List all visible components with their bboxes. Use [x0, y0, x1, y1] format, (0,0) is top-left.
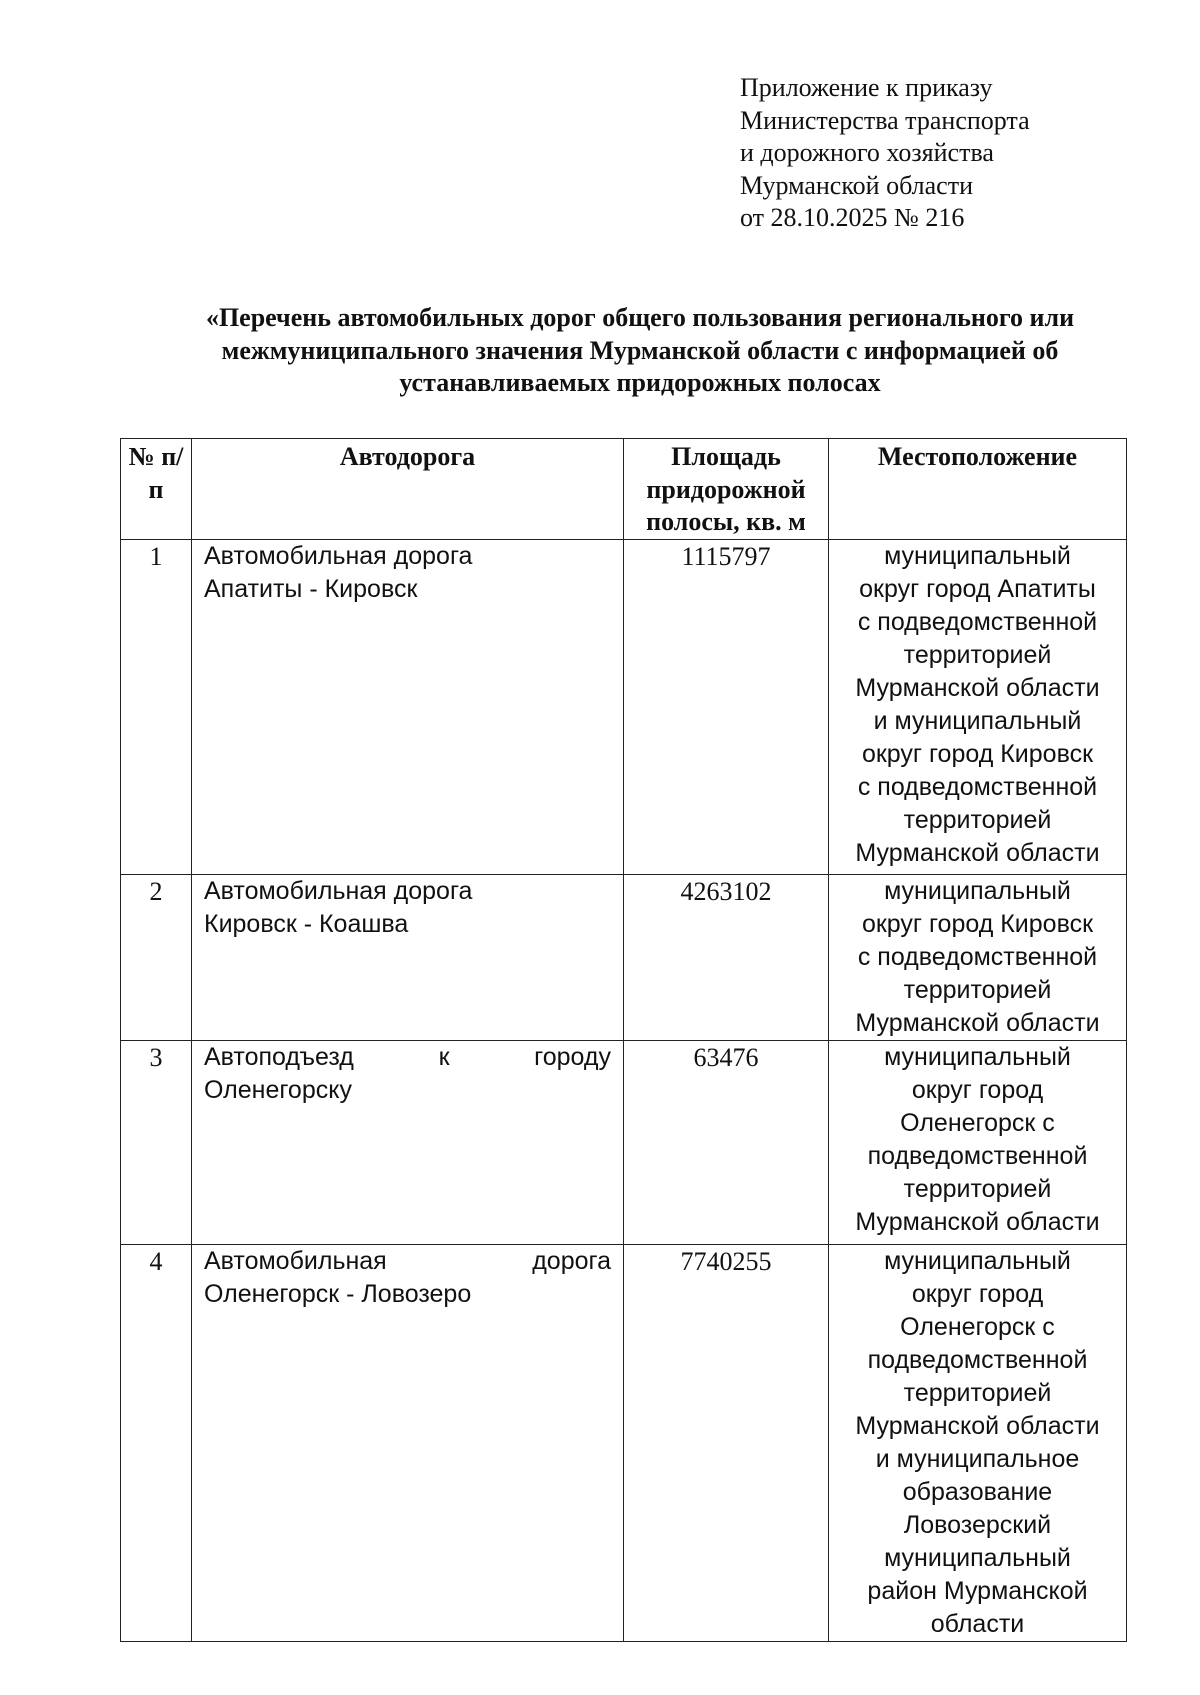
row-area: 63476 — [624, 1040, 829, 1244]
location-line: территорией — [903, 975, 1052, 1004]
location-line: и муниципальное — [875, 1444, 1080, 1473]
appendix-line: Приложение к приказу — [740, 73, 993, 102]
table-row — [121, 539, 1127, 874]
row-area: 7740255 — [624, 1244, 829, 1641]
document-title — [140, 302, 1140, 400]
location-line: муниципальный — [884, 1246, 1071, 1275]
row-location — [829, 1244, 1127, 1641]
row-location — [829, 874, 1127, 1040]
road-line: Апатиты - Кировск — [204, 574, 418, 603]
location-line: Мурманской области — [855, 838, 1100, 867]
location-line: подведомственной — [867, 1345, 1088, 1374]
road-line: Автомобильная дорога — [204, 541, 473, 570]
location-line: с подведомственной — [857, 942, 1098, 971]
location-line: и муниципальный — [873, 706, 1082, 735]
roads-table — [120, 438, 1127, 1642]
appendix-order-date: от 28.10.2025 № 216 — [740, 203, 965, 232]
road-line: Автомобильная дорога — [204, 1246, 611, 1275]
location-line: подведомственной — [867, 1141, 1088, 1170]
location-line: образование — [902, 1477, 1053, 1506]
appendix-line: и дорожного хозяйства — [740, 138, 994, 167]
location-line: Мурманской области — [855, 1008, 1100, 1037]
title-line: «Перечень автомобильных дорог общего пользования регионального или — [205, 303, 1075, 332]
location-line: округ город — [911, 1279, 1044, 1308]
table-row — [121, 1244, 1127, 1641]
header-area: Площадь придорожной полосы, кв. м — [624, 439, 829, 540]
location-line: с подведомственной — [857, 772, 1098, 801]
header-road: Автодорога — [192, 439, 624, 540]
row-num: 4 — [121, 1244, 192, 1641]
location-line: округ город — [911, 1075, 1044, 1104]
table-row — [121, 1040, 1127, 1244]
location-line: Мурманской области — [855, 673, 1100, 702]
location-line: район Мурманской — [867, 1576, 1088, 1605]
location-line: округ город Апатиты — [859, 574, 1096, 603]
row-road — [192, 1040, 624, 1244]
location-line: Мурманской области — [855, 1411, 1100, 1440]
road-line: Оленегорск - Ловозеро — [204, 1279, 472, 1308]
row-area: 1115797 — [624, 539, 829, 874]
location-line: округ город Кировск — [861, 739, 1094, 768]
location-line: муниципальный — [884, 1543, 1071, 1572]
location-line: области — [930, 1609, 1025, 1638]
location-line: округ город Кировск — [861, 909, 1094, 938]
road-line: Кировск - Коашва — [204, 909, 409, 938]
appendix-line: Мурманской области — [740, 170, 973, 200]
road-line: Автоподъезд к городу — [204, 1042, 611, 1071]
row-location — [829, 539, 1127, 874]
location-line: территорией — [903, 1174, 1052, 1203]
location-line: территорией — [903, 1378, 1052, 1407]
location-line: территорией — [903, 640, 1052, 669]
location-line: муниципальный — [884, 1042, 1071, 1071]
appendix-line: Министерства транспорта — [740, 105, 1030, 135]
header-num: № п/п — [121, 439, 192, 540]
title-line: межмуниципального значения Мурманской области с информацией об — [221, 335, 1059, 365]
table-row — [121, 874, 1127, 1040]
appendix-header — [740, 72, 1160, 235]
location-line: Оленегорск с — [900, 1108, 1055, 1137]
location-line: Ловозерский — [903, 1510, 1052, 1539]
table-header-row — [121, 439, 1127, 540]
row-num: 1 — [121, 539, 192, 874]
row-road — [192, 1244, 624, 1641]
row-num: 3 — [121, 1040, 192, 1244]
header-location: Местоположение — [829, 439, 1127, 540]
location-line: территорией — [903, 805, 1052, 834]
location-line: муниципальный — [884, 876, 1071, 905]
row-location — [829, 1040, 1127, 1244]
row-road — [192, 874, 624, 1040]
location-line: Мурманской области — [855, 1207, 1100, 1236]
row-num: 2 — [121, 874, 192, 1040]
row-road — [192, 539, 624, 874]
location-line: муниципальный — [884, 541, 1071, 570]
title-line: устанавливаемых придорожных полосах — [399, 368, 881, 397]
location-line: с подведомственной — [857, 607, 1098, 636]
location-line: Оленегорск с — [900, 1312, 1055, 1341]
road-line: Автомобильная дорога — [204, 876, 473, 905]
row-area: 4263102 — [624, 874, 829, 1040]
road-line: Оленегорску — [204, 1075, 352, 1104]
